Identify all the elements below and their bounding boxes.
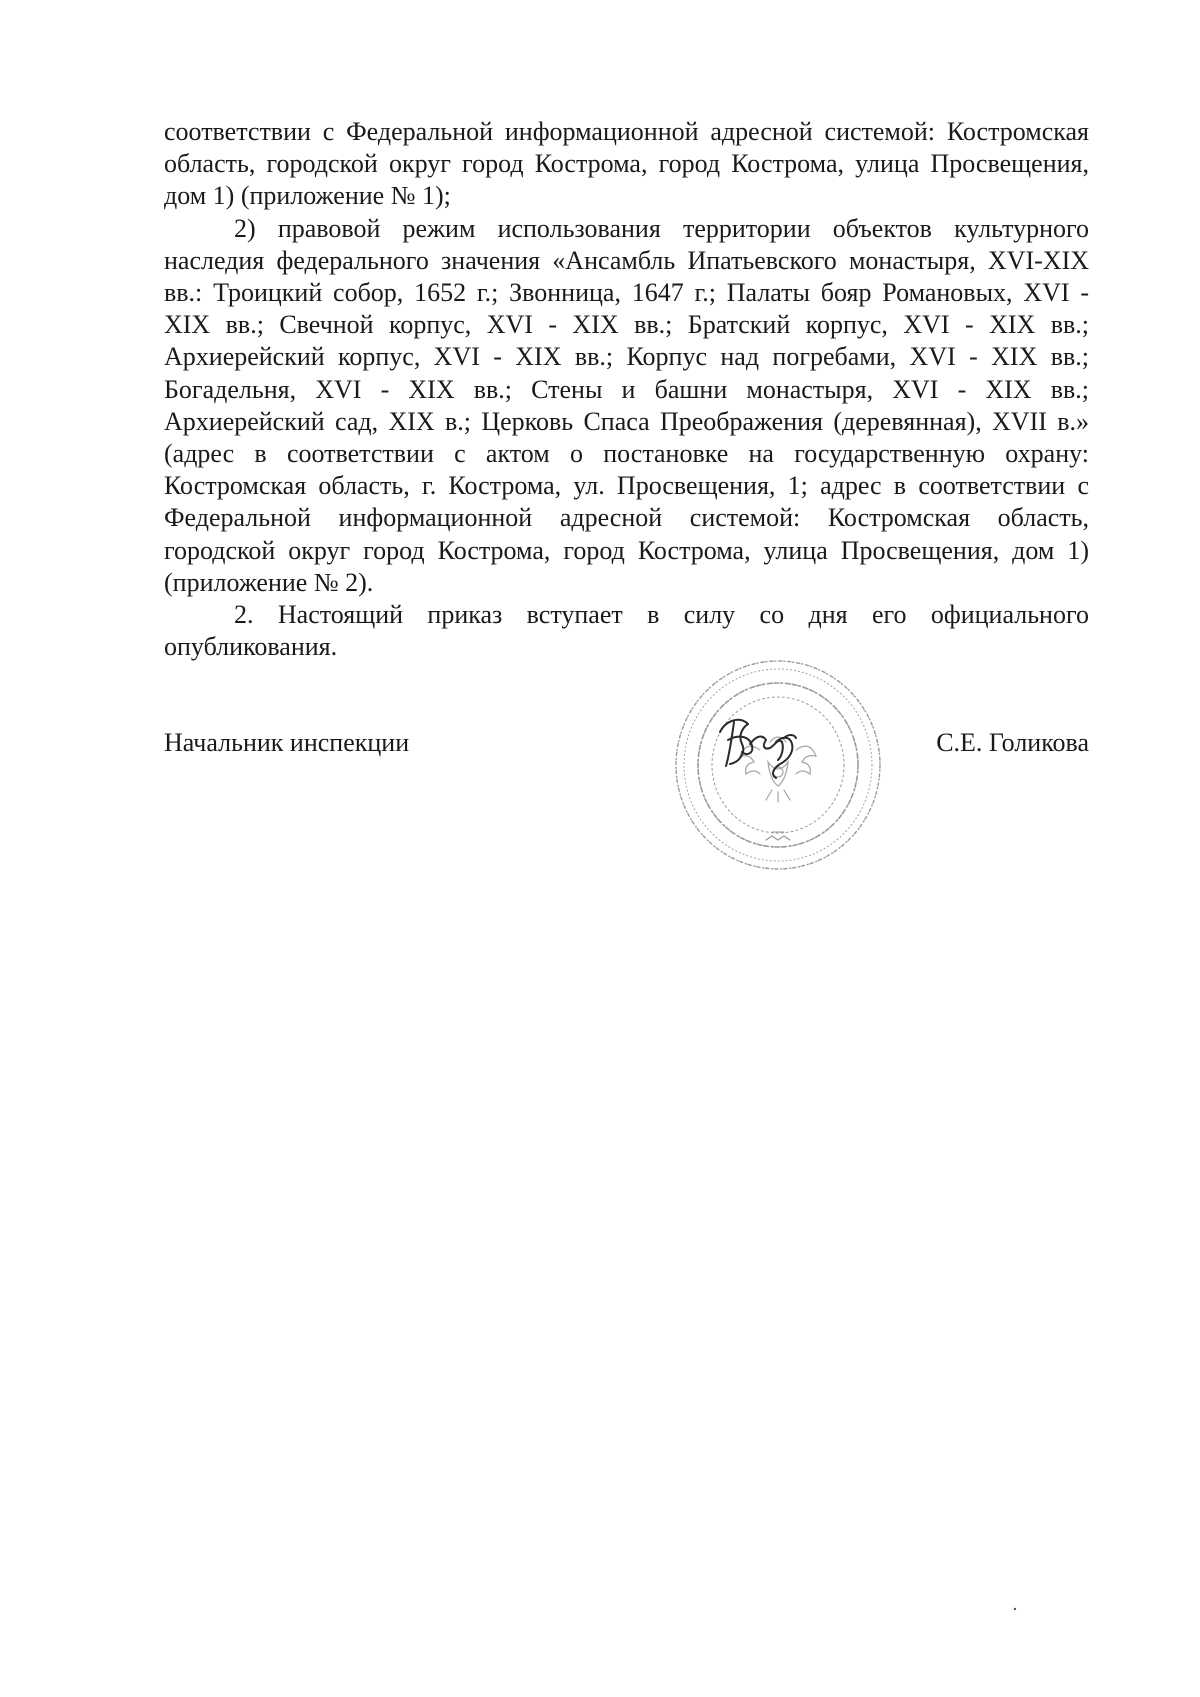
- scan-speck: [1013, 1604, 1017, 1608]
- document-body: [164, 116, 1089, 663]
- paragraph-continuation: соответствии с Федеральной информационной адресной системой: Костромская область, городской округ город Кострома, город Кострома, улица Просвещения, дом 1) (приложение № 1);: [164, 117, 1089, 211]
- paragraph-item-2: 2) правовой режим использования территории объектов культурного наследия федерального значения «Ансамбль Ипатьевского монастыря, XVI-XIX вв.: Троицкий собор, 1652 г.; Звонница, 1647 г.; Палаты бояр Романовых, XVI - XIX вв.; Свечной корпус, XVI - XIX вв.; Братский корпус, XVI - XIX вв.; Архиерейский корпус, XVI - XIX вв.; Корпус над погребами, XVI - XIX вв.; Богадельня, XVI - XIX вв.; Стены и башни монастыря, XVI - XIX вв.; Архиерейский сад, XIX в.; Церковь Спаса Преображения (деревянная), XVII в.» (адрес в соответствии с актом о постановке на государственную охрану: Костромская область, г. Кострома, ул. Просвещения, 1; адрес в соответствии с Федеральной информационной адресной системой: Костромская область, городской округ город Кострома, город Кострома, улица Просвещения, дом 1) (приложение № 2).: [164, 213, 1089, 597]
- signature-block: [164, 727, 1089, 767]
- position-title: Начальник инспекции: [164, 728, 410, 757]
- signer-name: С.Е. Голикова: [936, 728, 1089, 757]
- official-round-seal-icon: [668, 650, 888, 880]
- paragraph-entry-into-force: 2. Настоящий приказ вступает в силу со дня его официального опубликования.: [164, 600, 1089, 662]
